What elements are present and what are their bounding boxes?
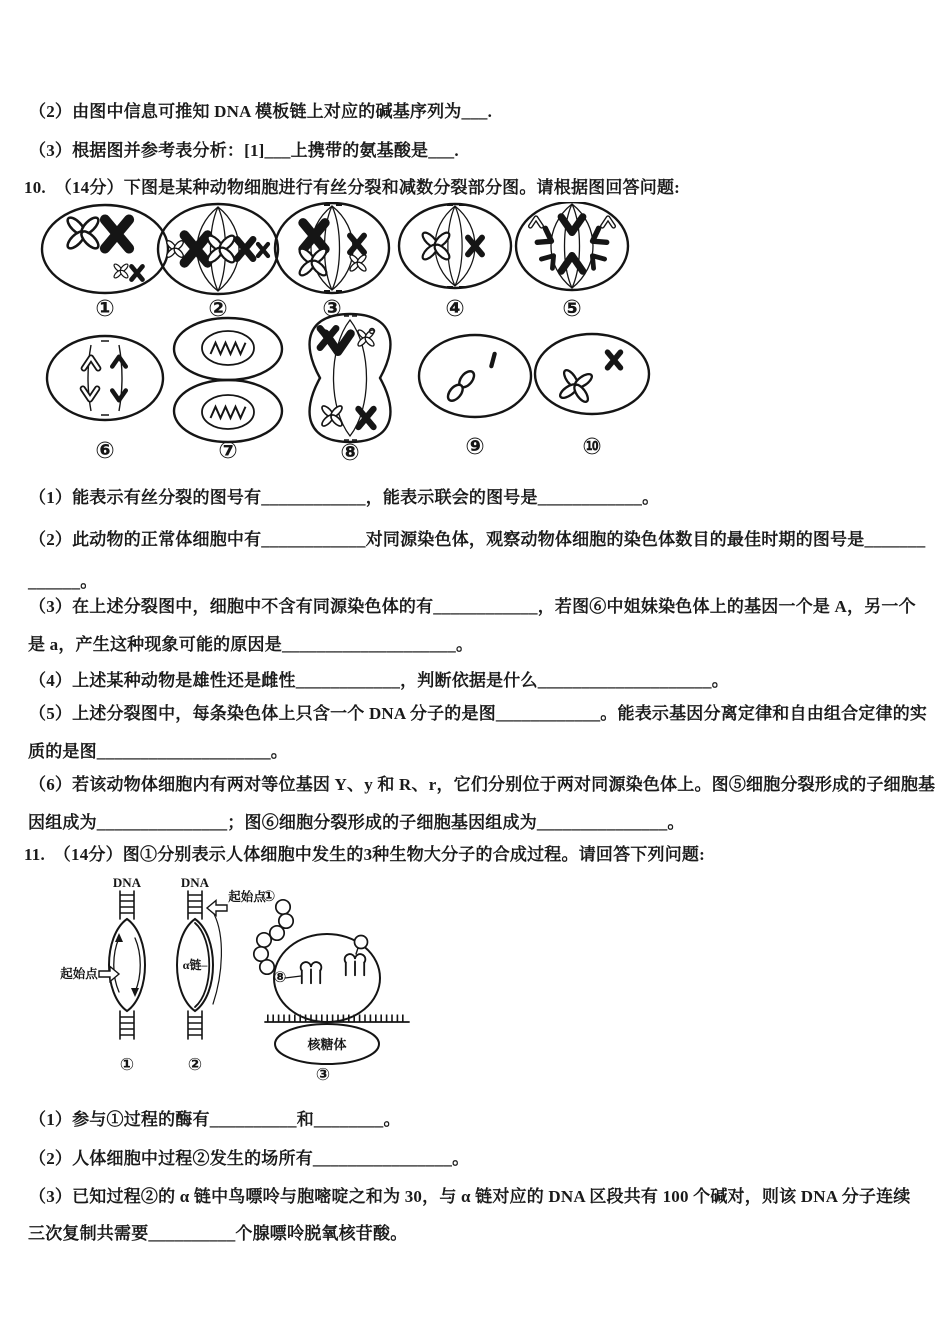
cell-label-6: ⑥ [95,438,115,464]
cell-2 [158,204,278,294]
trna-icon [345,954,366,975]
cell-5 [516,202,628,290]
q10-sub-3-line-1: （3）在上述分裂图中，细胞中不含有同源染色体的有____________，若图⑥中姐妹染色体上的基因一个是 A，另一个 [29,597,916,616]
cell-10 [535,334,649,414]
cell-8 [310,314,391,442]
dna-label-2: DNA [180,875,210,890]
q10-sub-6-line-1: （6）若该动物体细胞内有两对等位基因 Y、y 和 R、r，它们分别位于两对同源染色体上。图⑤细胞分裂形成的子细胞基 [29,775,936,794]
q11-sub-2: （2）人体细胞中过程②发生的场所有________________。 [29,1149,470,1168]
cell-1 [42,205,168,293]
dna-label-1: DNA [112,875,142,890]
q10-sub-2-line-2: ______。 [28,572,98,591]
q11-sub-1: （1）参与①过程的酶有__________和________。 [29,1110,401,1129]
cell-label-1: ① [95,296,115,322]
process-1-replication-diagram [99,891,145,1039]
figure-2-text-labels [60,875,346,1085]
q10-sub-2-line-1: （2）此动物的正常体细胞中有____________对同源染色体，观察动物体细胞的染色体数目的最佳时期的图号是_______ [29,530,926,549]
alpha-chain-label: α链– [182,958,208,972]
prev-question-sub-3: （3）根据图并参考表分析：[1]___上携带的氨基酸是___. [29,141,459,160]
cell-label-3: ③ [322,296,342,322]
q10-sub-4: （4）上述某种动物是雄性还是雌性____________，判断依据是什么____________________。 [29,671,729,690]
cell-label-5: ⑤ [562,296,582,322]
q10-sub-5-line-1: （5）上述分裂图中，每条染色体上只含一个 DNA 分子的是图____________。能表示基因分离定律和自由组合定律的实 [29,704,928,723]
q10-sub-3-line-2: 是 a，产生这种现象可能的原因是____________________。 [28,635,474,654]
origin-label-1: 起始点 [60,967,98,981]
cell-label-10: ⑩ [582,434,602,460]
ribosome-label: 核糖体 [307,1037,347,1052]
question-11-stem: 11. （14分）图①分别表示人体细胞中发生的3种生物大分子的合成过程。请回答下列问题: [24,845,705,864]
cell-label-2: ② [208,296,228,322]
question-10-stem: 10. （14分）下图是某种动物细胞进行有丝分裂和减数分裂部分图。请根据图回答问题: [24,178,681,197]
cell-label-9: ⑨ [465,434,485,460]
q10-sub-6-line-2: 因组成为_______________；图⑥细胞分裂形成的子细胞基因组成为_______________。 [28,813,685,832]
q10-sub-5-line-2: 质的是图____________________。 [28,742,288,761]
q11-synthesis-figure [55,874,435,1086]
q10-sub-1: （1）能表示有丝分裂的图号有____________，能表示联会的图号是____________。 [29,488,660,507]
cell-7 [174,318,282,442]
origin-label-2: 起始点 [228,890,266,904]
cell-4 [399,204,511,288]
cell-label-7: ⑦ [218,438,238,464]
process-label-3: ③ [315,1065,331,1085]
cell-6 [47,336,163,420]
prev-question-sub-2: （2）由图中信息可推知 DNA 模板链上对应的碱基序列为___. [29,102,493,121]
q10-cell-division-figure [38,202,663,464]
process-label-2: ② [187,1055,203,1075]
cell-9 [419,335,531,417]
cell-3 [275,203,389,293]
trna-icon [301,962,322,983]
process-label-1: ① [119,1055,135,1075]
cell-label-8: ⑧ [340,440,360,464]
cell-label-4: ④ [445,296,465,322]
origin-arrow-left [207,901,227,916]
q11-sub-3-line-1: （3）已知过程②的 α 链中鸟嘌呤与胞嘧啶之和为 30，与 α 链对应的 DNA 区段共有 100 个碱对，则该 DNA 分子连续 [29,1187,911,1206]
chain-eighth-label: ⑧ [273,968,287,986]
chain-first-label: ① [262,887,276,905]
q11-sub-3-line-2: 三次复制共需要__________个腺嘌呤脱氧核苷酸。 [28,1224,408,1243]
